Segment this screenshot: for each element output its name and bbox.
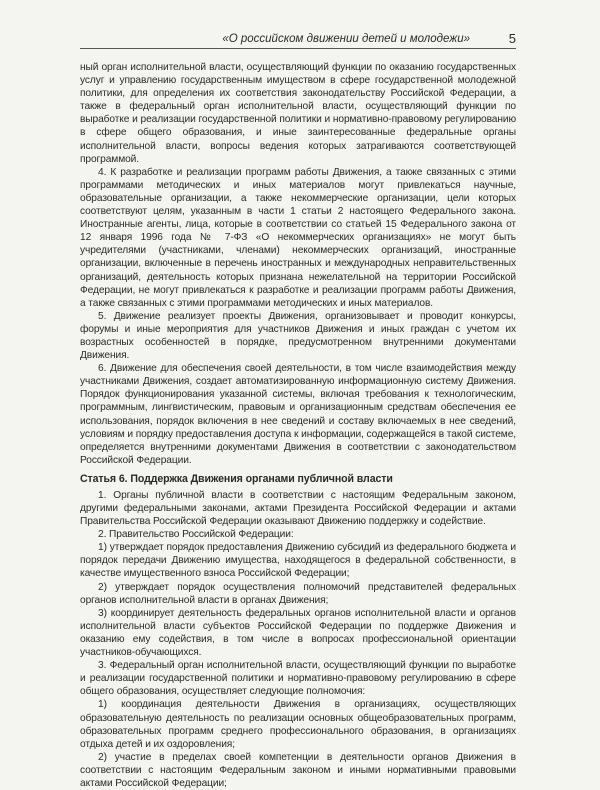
article-6-part-3-item-1: 1) координация деятельности Движения в организациях, осуществляющих образовательную деятельность по реализации основных общеобразовательных программ, образовательных программ среднего профессионального образования, в организациях отдыха детей и их оздоровления;	[80, 699, 516, 750]
paragraph-5: 5. Движение реализует проекты Движения, организовывает и проводит конкурсы, форумы и иные мероприятия для участников Движения и иных граждан с учетом их возрастных особенностей в порядке, предусмотренном внутренними документами Движения.	[80, 310, 516, 362]
article-6-part-2-item-2: 2) утверждает порядок осуществления полномочий представителей федеральных органов исполнительной власти в органах Движения;	[80, 581, 516, 606]
paragraph-4: 4. К разработке и реализации программ работы Движения, а также связанных с этими программами методических и иных материалов могут привлекаться научные, образовательные организации, а также некоммерческие организации, цели которых соответствуют целям, указанным в части 1 статьи 2 настоящего Федерального закона. Иностранные агенты, лица, которые в соответствии со статьей 15 Федерального закона от 12 января 1996 года № 7-ФЗ «О некоммерческих организациях» не могут быть учредителями (участниками, членами) некоммерческих организаций, иностранные организации, включенные в перечень иностранных и международных неправительственных организаций, деятельность которых признана нежелательной на территории Российской Федерации, не могут привлекаться к разработке и реализации программ работы Движения, а также связанных с этими программами методических и иных материалов.	[80, 166, 516, 309]
article-6-part-3: 3. Федеральный орган исполнительной власти, осуществляющий функции по выработке и реализации государственной политики и нормативно-правовому регулированию в сфере общего образования, осуществляет следующие полномочия:	[80, 660, 516, 698]
paragraph-continuation: ный орган исполнительной власти, осуществляющий функции по оказанию государственных услуг и управлению государственным имуществом в сфере государственной молодежной политики, для определения их соответствия законодательству Российской Федерации, а также в федеральный орган исполнительной власти, осуществляющий функции по выработке и реализации государственной политики и нормативно-правовому регулированию в сфере общего образования, и иные заинтересованные федеральные органы исполнительной власти, вопросы ведения которых затрагиваются соответствующей программой.	[80, 62, 516, 165]
article-6-heading: Статья 6. Поддержка Движения органами публичной власти	[80, 472, 393, 485]
article-6-part-1: 1. Органы публичной власти в соответствии с настоящим Федеральным законом, другими федеральными законами, актами Президента Российской Федерации и актами Правительства Российской Федерации оказывают Движению поддержку и содействие.	[80, 489, 516, 528]
document-body	[80, 61, 516, 790]
running-header	[80, 18, 516, 49]
article-6-part-2: 2. Правительство Российской Федерации:	[98, 529, 294, 541]
article-6-part-3-item-2: 2) участие в пределах своей компетенции в деятельности органов Движения в соответствии с настоящим Федеральным законом и иными нормативными правовыми актами Российской Федерации;	[80, 751, 516, 789]
article-6-part-2-item-3: 3) координирует деятельность федеральных органов исполнительной власти и органов исполнительной власти субъектов Российской Федерации по поддержке Движения и оказанию ему содействия, в том числе в вопросах профессиональной ориентации участников-обучающихся.	[80, 607, 516, 659]
article-6-part-2-item-1: 1) утверждает порядок предоставления Движению субсидий из федерального бюджета и порядок передачи Движению имущества, находящегося в федеральной собственности, в качестве имущественного взноса Российской Федерации;	[80, 542, 516, 580]
paragraph-6: 6. Движение для обеспечения своей деятельности, в том числе взаимодействия между участниками Движения, создает автоматизированную информационную систему Движения. Порядок функционирования указанной системы, включая требования к технологическим, программным, лингвистическим, правовым и организационным средствам обеспечения ее использования, порядок включения в нее сведений и составу включаемых в нее сведений, условиям и порядку предоставления доступа к информации, содержащейся в такой системе, определяется внутренними документами Движения в соответствии с законодательством Российской Федерации.	[80, 363, 516, 466]
running-header-title: «О российском движении детей и молодежи»	[222, 33, 470, 45]
page-number: 5	[508, 31, 516, 46]
